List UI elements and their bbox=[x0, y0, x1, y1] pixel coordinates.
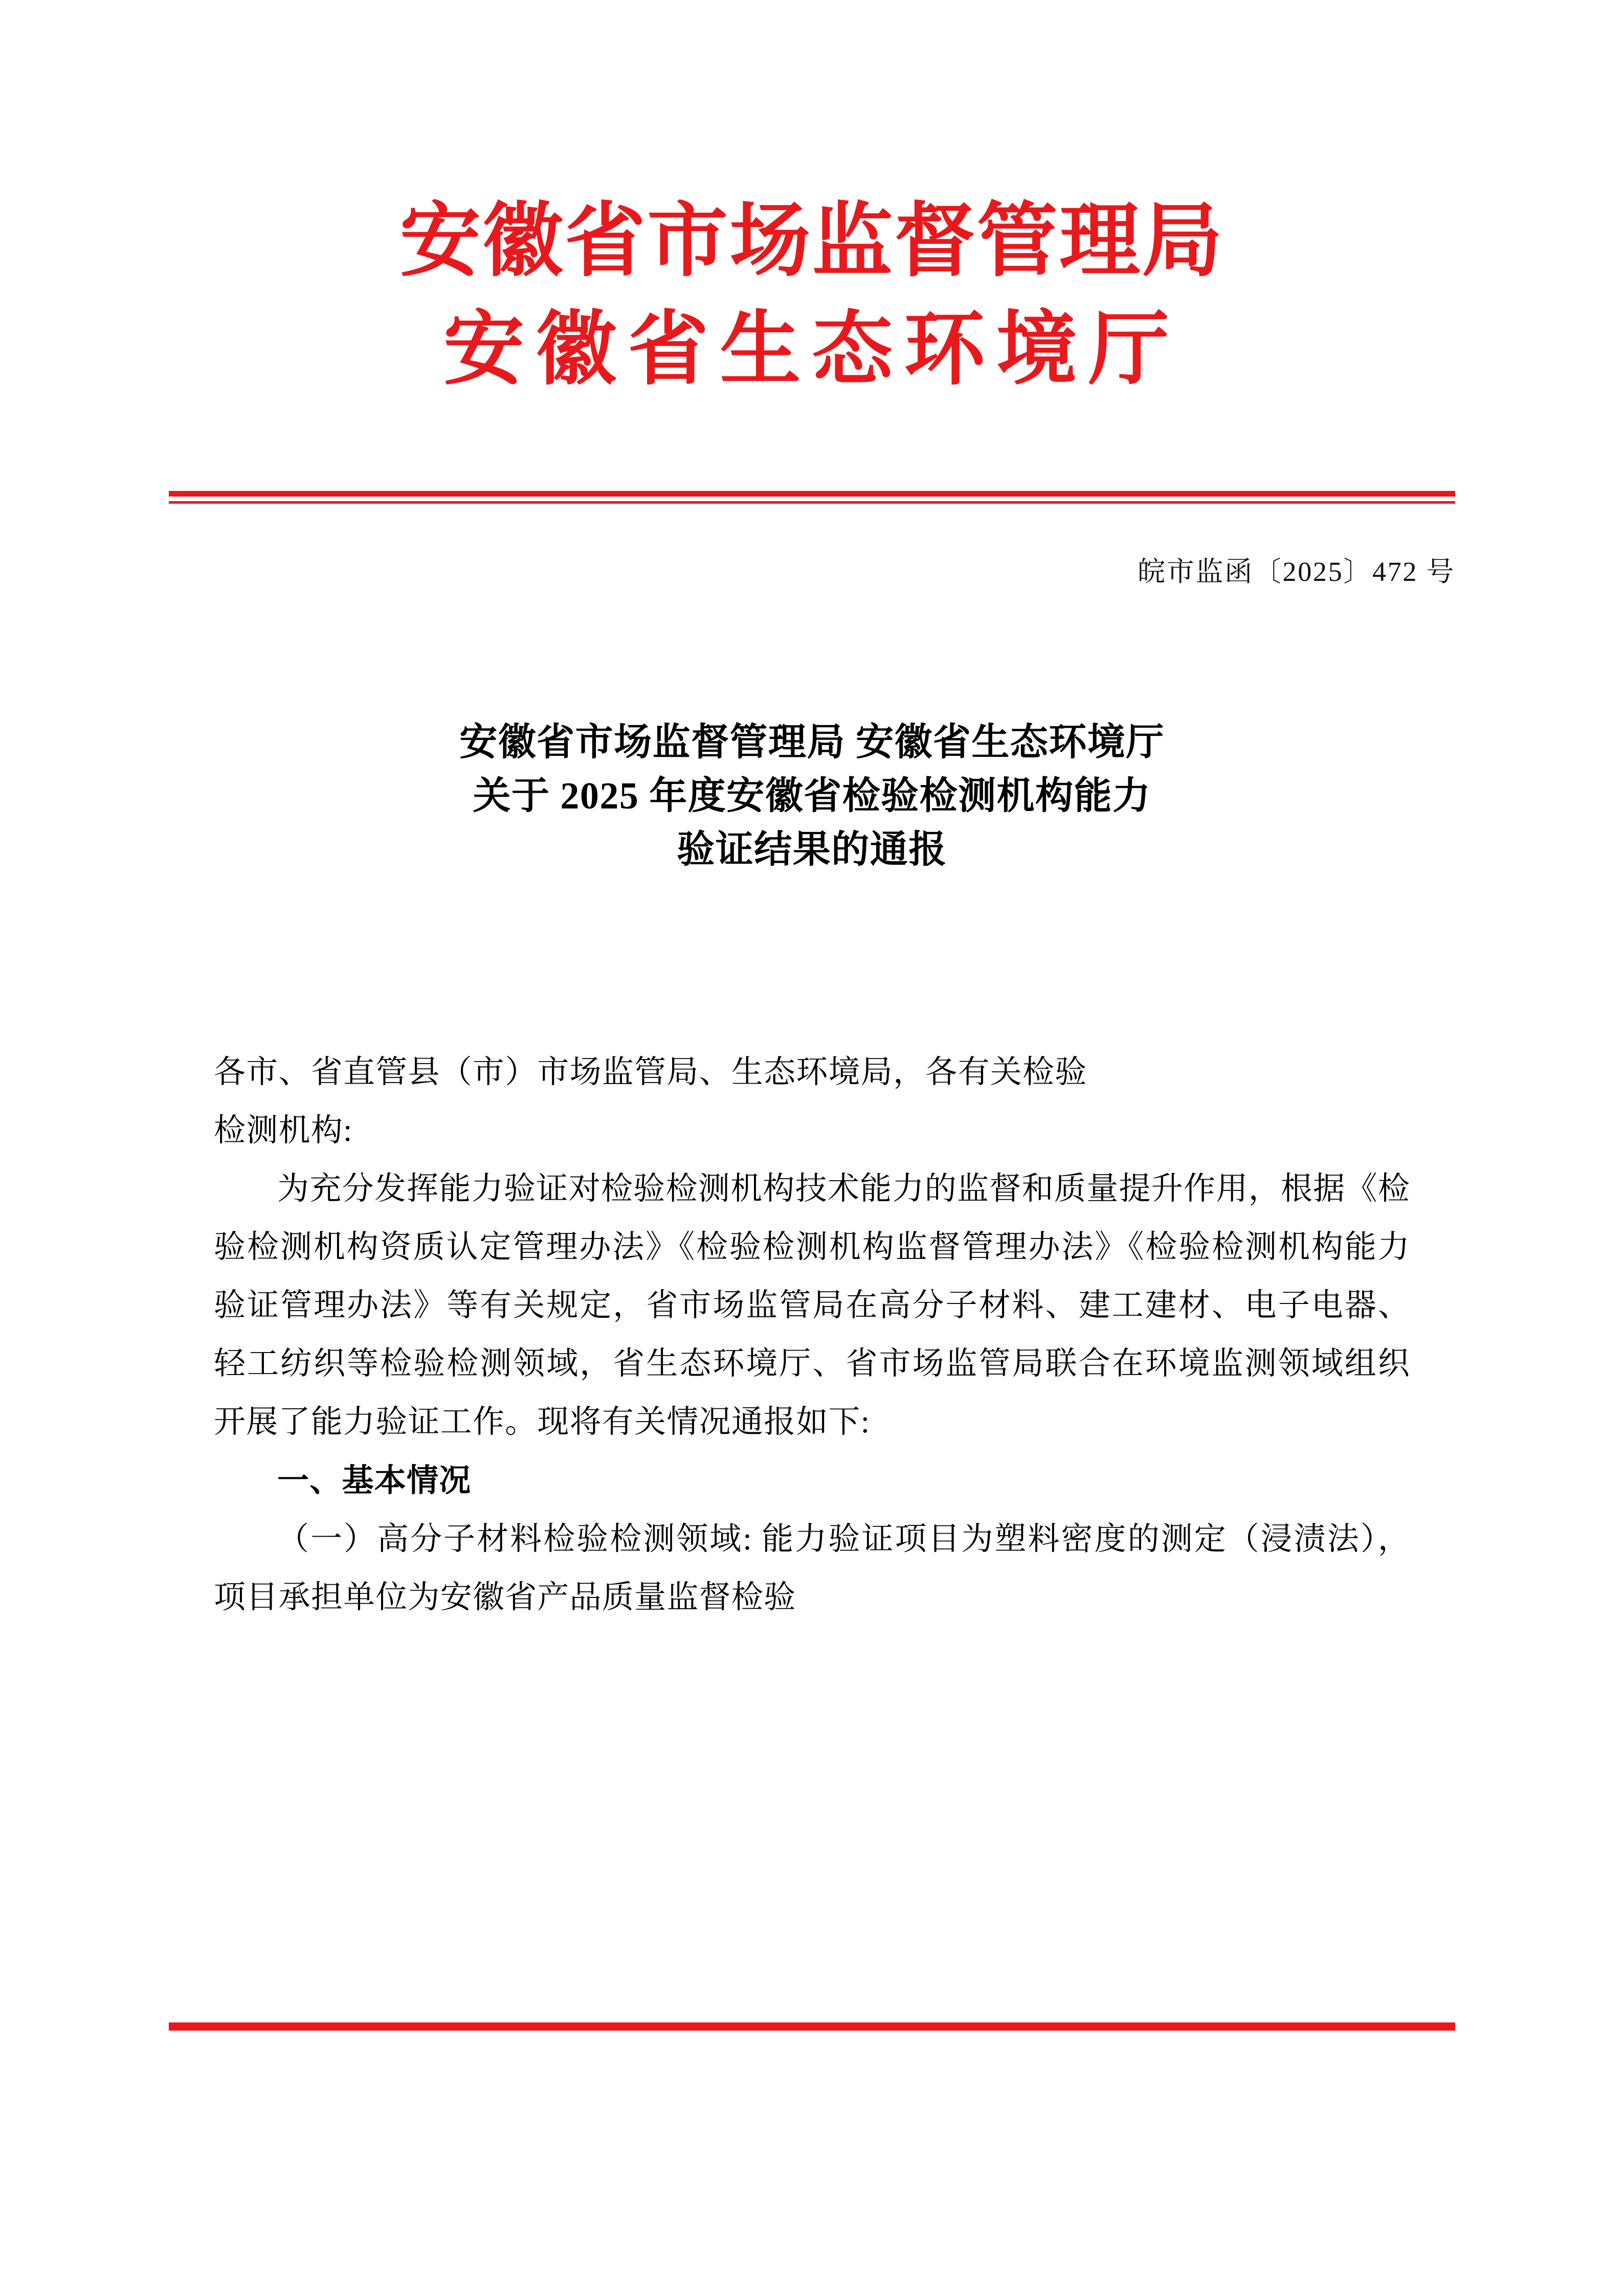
title-line-1: 安徽省市场监督管理局 安徽省生态环境厅 bbox=[459, 722, 1165, 763]
document-number: 皖市监函〔2025〕472 号 bbox=[1138, 556, 1455, 587]
salutation-line-1: 各市、省直管县（市）市场监管局、生态环境局，各有关检验 bbox=[214, 1055, 1087, 1090]
footer-divider-thin bbox=[169, 2028, 1455, 2031]
section-1-item-1: （一）高分子材料检验检测领域: 能力验证项目为塑料密度的测定（浸渍法），项目承担单位为安徽省产品质量监督检验 bbox=[214, 1521, 1410, 1615]
footer-divider bbox=[169, 2022, 1455, 2035]
title-line-2: 关于 2025 年度安徽省检验检测机构能力 bbox=[473, 775, 1151, 818]
document-body bbox=[214, 1043, 1410, 1627]
footer-divider-thick bbox=[169, 2022, 1455, 2028]
header-divider bbox=[169, 491, 1455, 504]
letterhead bbox=[0, 194, 1624, 398]
letterhead-line-2: 安徽省生态环境厅 bbox=[443, 305, 1181, 395]
header-divider-thick bbox=[169, 491, 1455, 497]
section-heading-1: 一、基本情况 bbox=[277, 1463, 472, 1498]
letterhead-line-1: 安徽省市场监督管理局 bbox=[399, 197, 1225, 286]
salutation-line-2: 检测机构: bbox=[214, 1113, 353, 1149]
header-divider-thin bbox=[169, 501, 1455, 504]
title-line-3: 验证结果的通报 bbox=[677, 829, 947, 871]
page-title bbox=[194, 716, 1430, 877]
body-paragraph-1: 为充分发挥能力验证对检验检测机构技术能力的监督和质量提升作用，根据《检验检测机构资质认定管理办法》《检验检测机构监督管理办法》《检验检测机构能力验证管理办法》等有关规定，省市场监管局在高分子材料、建工建材、电子电器、轻工纺织等检验检测领域，省生态环境厅、省市场监管局联合在环境监测领域组织开展了能力验证工作。现将有关情况通报如下: bbox=[214, 1172, 1410, 1440]
